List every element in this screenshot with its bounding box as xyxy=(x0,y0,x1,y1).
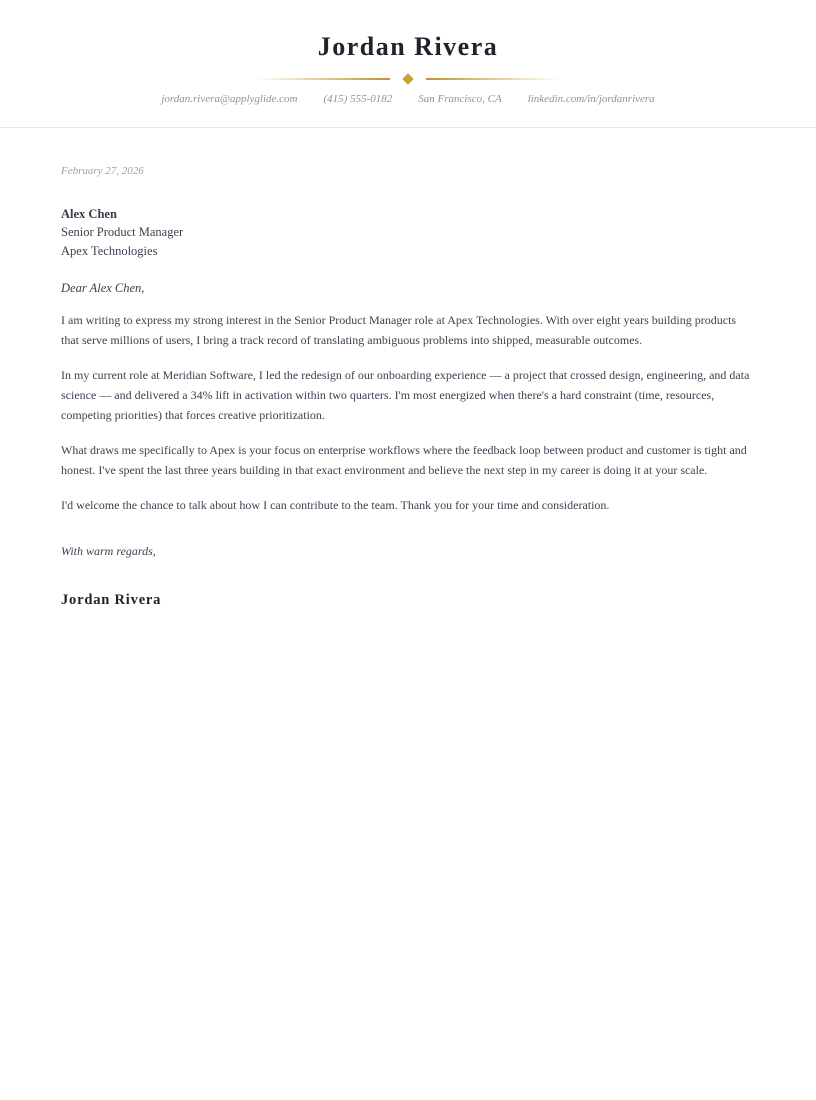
sender-name-heading: Jordan Rivera xyxy=(317,32,499,61)
recipient-company: Apex Technologies xyxy=(61,243,158,258)
divider-line-left xyxy=(256,78,390,80)
date-line: February 27, 2026 xyxy=(61,164,144,177)
diamond-icon xyxy=(402,73,413,84)
body-paragraph-2: In my current role at Meridian Software, I led the redesign of our onboarding experience — a project that crossed design, engineering, and data science — and delivered a 34% lift in activation within two quarters. I'm most energized when there's a hard constraint (time, resources, competing priorities) that forces creative prioritization. xyxy=(61,368,750,423)
contact-phone: (415) 555-0182 xyxy=(323,92,393,105)
recipient-title: Senior Product Manager xyxy=(61,225,184,240)
body-paragraph-1: I am writing to express my strong interest in the Senior Product Manager role at Apex Technologies. With over eight years building products that serve millions of users, I bring a track record of translating ambiguous problems into shipped, measurable outcomes. xyxy=(61,313,737,348)
body-paragraph-4: I'd welcome the chance to talk about how I can contribute to the team. Thank you for your time and consideration. xyxy=(61,498,610,513)
letter-body xyxy=(61,165,755,690)
divider-line-right xyxy=(426,78,560,80)
body-paragraph-3: What draws me specifically to Apex is your focus on enterprise workflows where the feedback loop between product and customer is tight and honest. I've spent the last three years building in that exact environment and believe the next step in my career is doing it at your scale. xyxy=(61,443,747,478)
closing-line: With warm regards, xyxy=(61,544,156,559)
recipient-block xyxy=(61,205,755,261)
recipient-name: Alex Chen xyxy=(61,206,117,221)
signature-name: Jordan Rivera xyxy=(61,592,162,609)
contact-email: jordan.rivera@applyglide.com xyxy=(161,92,298,105)
contact-location: San Francisco, CA xyxy=(418,92,502,105)
salutation: Dear Alex Chen, xyxy=(61,281,145,296)
letterhead xyxy=(0,0,816,128)
contact-linkedin: linkedin.com/in/jordanrivera xyxy=(527,92,655,105)
contact-row xyxy=(0,93,816,105)
ornamental-divider xyxy=(0,75,816,83)
